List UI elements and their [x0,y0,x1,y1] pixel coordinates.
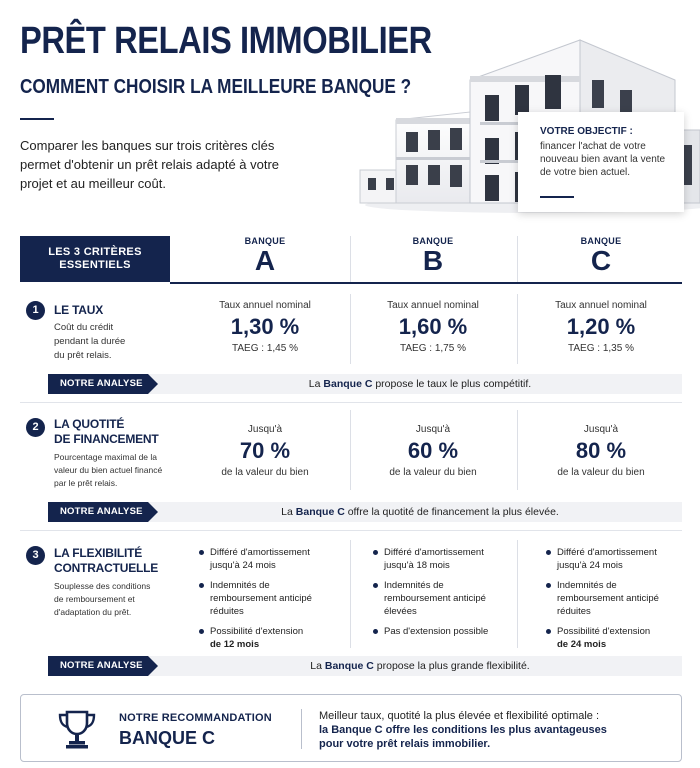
item-line: remboursement anticipé [557,593,659,604]
criteria-header-line1: LES 3 CRITÈRES [48,246,142,258]
analysis-tag: NOTRE ANALYSE [48,502,148,522]
row-description-line: Pourcentage maximal de la [54,452,158,462]
item-line: remboursement anticipé [384,593,486,604]
analysis-tag: NOTRE ANALYSE [48,656,148,676]
item-line: Possibilité d'extension [210,626,304,637]
cell-sub: TAEG : 1,75 % [400,343,466,354]
analysis-bank: Banque C [295,506,345,518]
item-line: Pas d'extension possible [384,626,489,637]
row-separator [20,530,682,531]
objective-text: financer l'achat de votre nouveau bien avant la vente de votre bien actuel. [540,141,666,178]
item-line: remboursement anticipé [210,593,312,604]
cell-sub: de la valeur du bien [221,467,309,478]
cell-label: Taux annuel nominal [555,300,647,311]
item-line: réduites [210,606,244,617]
bank-label: BANQUE [580,236,622,246]
recommendation-divider [301,709,302,749]
row-description [54,451,162,490]
item-line-strong: de 12 mois [210,639,260,650]
list-item [545,546,695,572]
cell-value: 1,30 % [230,314,300,339]
page-title: PRÊT RELAIS IMMOBILIER [20,20,432,62]
analysis-post: offre la quotité de financement la plus élevée. [344,506,559,518]
rate-cell-bank-a [182,300,348,354]
recommendation-text [319,709,669,751]
flexibility-list-bank-a [198,546,348,658]
item-line: Différé d'amortissement [384,547,484,558]
row-title [54,546,158,576]
row-title-line2: CONTRACTUELLE [54,561,159,575]
cell-sub: de la valeur du bien [389,467,477,478]
list-item [198,579,348,618]
row-title-line1: LA FLEXIBILITÉ [54,546,143,560]
list-item [372,625,522,638]
bank-b-header [350,236,516,276]
row-title-line1: LE TAUX [54,303,104,317]
flexibility-list-bank-c [545,546,695,658]
recommendation-box [20,694,682,762]
bank-label: BANQUE [244,236,286,246]
analysis-post: propose le taux le plus compétitif. [372,378,532,390]
row-description-line: Coût du crédit [54,322,114,333]
analysis-bar [48,656,682,676]
row-title [54,417,159,447]
cell-label: Taux annuel nominal [387,300,479,311]
row-description-line: par le prêt relais. [54,478,118,488]
analysis-bank: Banque C [323,378,373,390]
criteria-header [20,236,170,282]
item-line: Indemnités de [557,580,617,591]
list-item [545,579,695,618]
list-item [198,546,348,572]
recommendation-bank: BANQUE C [119,728,216,748]
cell-label: Taux annuel nominal [219,300,311,311]
row-title [54,303,103,318]
row-description-line: pendant la durée [54,336,126,347]
list-item [372,579,522,618]
cell-label: Jusqu'à [415,424,451,435]
analysis-pre: La [310,660,325,672]
row-description [54,580,150,619]
column-divider [517,236,518,282]
analysis-bar [48,374,682,394]
recommendation-line-strong: la Banque C offre les conditions les plus avantageuses [319,724,607,736]
row-title-line2: DE FINANCEMENT [54,432,159,446]
item-line: Possibilité d'extension [557,626,651,637]
analysis-text [158,374,682,394]
objective-underline [540,196,574,198]
cell-sub: TAEG : 1,45 % [232,343,298,354]
row-description-line: valeur du bien actuel financé [54,465,163,475]
recommendation-line: Meilleur taux, quotité la plus élevée et flexibilité optimale : [319,710,600,722]
item-line: Différé d'amortissement [557,547,657,558]
bank-a-header [182,236,348,276]
criteria-header-line2: ESSENTIELS [59,259,131,271]
recommendation-label: NOTRE RECOMMANDATION [119,712,272,724]
row-description-line: Souplesse des conditions [54,581,151,591]
analysis-bar [48,502,682,522]
row-number-badge: 2 [26,418,45,437]
row-description [54,321,125,363]
item-line: Indemnités de [384,580,444,591]
analysis-text [158,656,682,676]
item-line: jusqu'à 18 mois [384,560,450,571]
cell-value: 60 % [407,438,459,463]
bank-letter: B [422,245,444,276]
trophy-icon [55,707,99,751]
item-line: réduites [557,606,591,617]
column-divider [350,540,351,648]
row-number-badge: 1 [26,301,45,320]
item-line: Indemnités de [210,580,270,591]
bank-letter: A [254,245,276,276]
page-subtitle: COMMENT CHOISIR LA MEILLEURE BANQUE ? [20,76,412,98]
cell-label: Jusqu'à [247,424,283,435]
list-item [198,625,348,651]
item-line: jusqu'à 24 mois [557,560,623,571]
analysis-text [158,502,682,522]
header-divider [170,282,682,284]
rate-cell-bank-b [350,300,516,354]
row-description-line: de remboursement et [54,594,135,604]
objective-title: VOTRE OBJECTIF : [540,126,633,137]
title-underline [20,118,54,120]
list-item [545,625,695,651]
item-line: Différé d'amortissement [210,547,310,558]
quota-cell-bank-c [518,424,684,478]
analysis-post: propose la plus grande flexibilité. [373,660,530,672]
cell-sub: TAEG : 1,35 % [568,343,634,354]
cell-sub: de la valeur du bien [557,467,645,478]
row-description-line: du prêt relais. [54,350,112,361]
analysis-tag: NOTRE ANALYSE [48,374,148,394]
quota-cell-bank-b [350,424,516,478]
item-line-strong: de 24 mois [557,639,607,650]
analysis-pre: La [308,378,324,390]
rate-cell-bank-c [518,300,684,354]
row-title-line1: LA QUOTITÉ [54,417,125,431]
flexibility-list-bank-b [372,546,522,645]
bank-letter: C [590,245,612,276]
list-item [372,546,522,572]
cell-value: 70 % [239,438,291,463]
cell-value: 1,60 % [398,314,468,339]
analysis-bank: Banque C [324,660,374,672]
row-number-badge: 3 [26,546,45,565]
analysis-pre: La [281,506,296,518]
cell-label: Jusqu'à [583,424,619,435]
column-divider [350,236,351,282]
intro-text: Comparer les banques sur trois critères clés permet d'obtenir un prêt relais adapté à votre projet et au meilleur coût. [20,138,280,191]
bank-c-header [518,236,684,276]
quota-cell-bank-a [182,424,348,478]
item-line: élevées [384,606,417,617]
recommendation-line-strong: pour votre prêt relais immobilier. [319,738,491,750]
bank-label: BANQUE [412,236,454,246]
row-separator [20,402,682,403]
row-description-line: d'adaptation du prêt. [54,607,132,617]
item-line: jusqu'à 24 mois [210,560,276,571]
objective-card [518,112,684,212]
cell-value: 80 % [575,438,627,463]
cell-value: 1,20 % [566,314,636,339]
